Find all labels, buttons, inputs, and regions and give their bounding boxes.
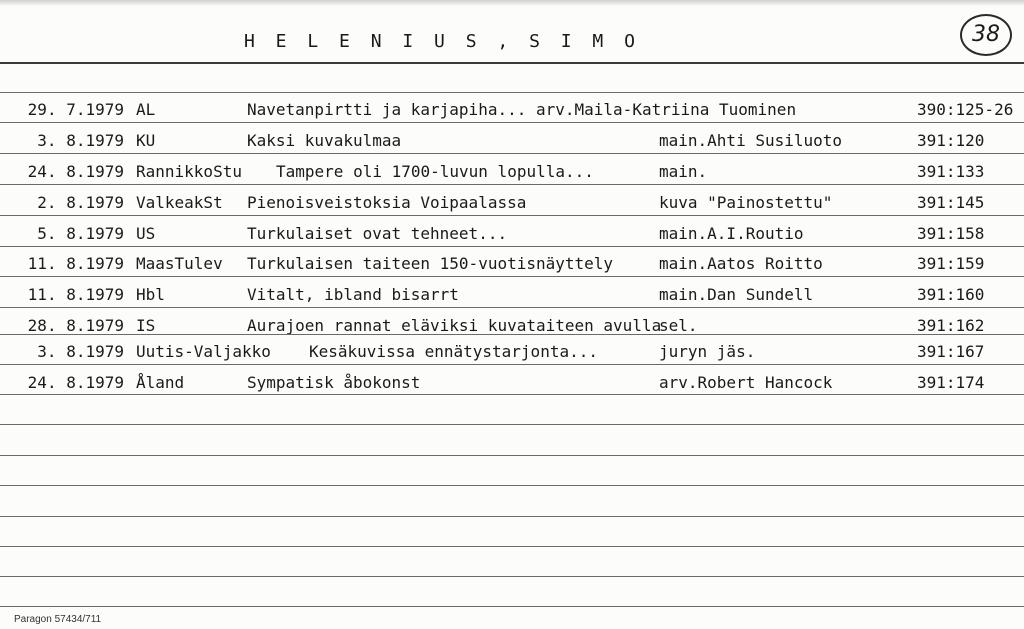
card-top-edge xyxy=(0,0,1024,6)
card-heading: H E L E N I U S , S I M O xyxy=(244,31,640,52)
entry-date: 5. 8.1979 xyxy=(37,224,124,243)
entry-date: 28. 8.1979 xyxy=(27,316,124,335)
ruled-line xyxy=(0,215,1024,216)
entry-date: 3. 8.1979 xyxy=(37,131,124,150)
entry-date: 24. 8.1979 xyxy=(27,162,124,181)
entry-ref: 391:145 xyxy=(917,193,985,212)
entry-note: arv.Robert Hancock xyxy=(659,373,833,392)
entry-ref: 391:133 xyxy=(917,162,985,181)
entry-title: Kaksi kuvakulmaa xyxy=(247,131,402,150)
entry-note: main. xyxy=(659,162,708,181)
entry-source: US xyxy=(136,224,156,243)
entry-ref: 391:160 xyxy=(917,285,985,304)
ruled-line xyxy=(0,516,1024,517)
entry-source: Uutis-Valjakko xyxy=(136,342,271,361)
entry-date: 3. 8.1979 xyxy=(37,342,124,361)
entry-ref: 391:174 xyxy=(917,373,985,392)
entry-date: 11. 8.1979 xyxy=(27,285,124,304)
entry-ref: 391:167 xyxy=(917,342,985,361)
ruled-line xyxy=(0,546,1024,547)
ruled-line xyxy=(0,122,1024,123)
entry-note: main.Aatos Roitto xyxy=(659,254,823,273)
entry-note: main.Dan Sundell xyxy=(659,285,814,304)
entry-title: Vitalt, ibland bisarrt xyxy=(247,285,459,304)
card-number-circle: 38 xyxy=(960,14,1012,56)
entry-title: Sympatisk åbokonst xyxy=(247,373,421,392)
entry-ref: 391:159 xyxy=(917,254,985,273)
entry-date: 2. 8.1979 xyxy=(37,193,124,212)
printer-imprint: Paragon 57434/711 xyxy=(14,614,102,625)
entry-source: KU xyxy=(136,131,156,150)
entry-title: Aurajoen rannat eläviksi kuvataiteen avulla xyxy=(247,316,662,335)
entry-source: ValkeakSt xyxy=(136,193,223,212)
ruled-line xyxy=(0,364,1024,365)
entry-source: RannikkoStu xyxy=(136,162,242,181)
entry-source: Åland xyxy=(136,373,185,392)
ruled-line xyxy=(0,276,1024,277)
ruled-line xyxy=(0,92,1024,93)
entry-title: Turkulaisen taiteen 150-vuotisnäyttely xyxy=(247,254,614,273)
entry-ref: 391:120 xyxy=(917,131,985,150)
entry-ref: 391:162 xyxy=(917,316,985,335)
ruled-line xyxy=(0,394,1024,395)
entry-title: Kesäkuvissa ennätystarjonta... xyxy=(309,342,598,361)
ruled-line xyxy=(0,485,1024,486)
entry-note: kuva "Painostettu" xyxy=(659,193,833,212)
entry-title: Navetanpirtti ja karjapiha... arv.Maila-Katriina Tuominen xyxy=(247,100,797,119)
entry-source: IS xyxy=(136,316,156,335)
ruled-line xyxy=(0,153,1024,154)
entry-date: 11. 8.1979 xyxy=(27,254,124,273)
ruled-line xyxy=(0,576,1024,577)
entry-note: sel. xyxy=(659,316,698,335)
entry-title: Tampere oli 1700-luvun lopulla... xyxy=(276,162,594,181)
entry-date: 29. 7.1979 xyxy=(27,100,124,119)
ruled-line xyxy=(0,455,1024,456)
ruled-line xyxy=(0,307,1024,308)
entry-title: Pienoisveistoksia Voipaalassa xyxy=(247,193,527,212)
entry-source: MaasTulev xyxy=(136,254,223,273)
entry-note: main.A.I.Routio xyxy=(659,224,804,243)
entry-source: AL xyxy=(136,100,156,119)
ruled-line xyxy=(0,246,1024,247)
entry-ref: 390:125-26 xyxy=(917,100,1014,119)
entry-date: 24. 8.1979 xyxy=(27,373,124,392)
ruled-line xyxy=(0,334,1024,335)
ruled-line xyxy=(0,606,1024,607)
entry-title: Turkulaiset ovat tehneet... xyxy=(247,224,508,243)
header-rule xyxy=(0,62,1024,64)
entry-note: main.Ahti Susiluoto xyxy=(659,131,843,150)
entry-note: juryn jäs. xyxy=(659,342,756,361)
ruled-line xyxy=(0,184,1024,185)
entry-ref: 391:158 xyxy=(917,224,985,243)
entry-source: Hbl xyxy=(136,285,165,304)
ruled-line xyxy=(0,424,1024,425)
